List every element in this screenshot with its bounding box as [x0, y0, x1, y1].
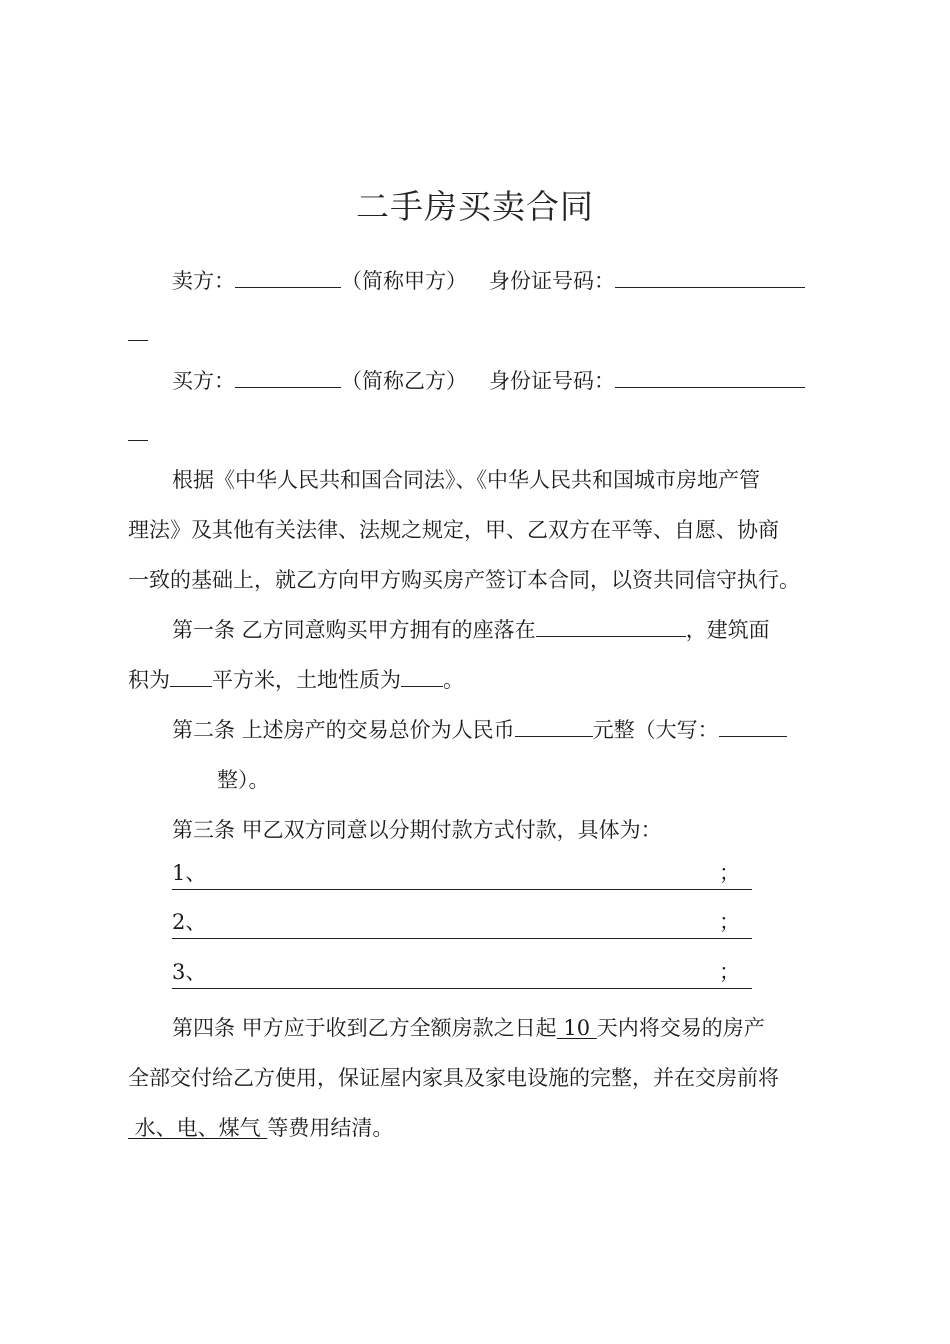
seller-line — [172, 266, 805, 296]
article-1-line-1 — [172, 615, 770, 645]
installment-number: 1、 — [172, 861, 207, 885]
installment-number: 2、 — [172, 910, 207, 934]
article-4-line-3 — [128, 1113, 393, 1143]
article-4-line-2: 全部交付给乙方使用，保证屋内家具及家电设施的完整，并在交房前将 — [128, 1066, 779, 1090]
buyer-line — [172, 366, 805, 396]
buyer-id-blank — [615, 367, 805, 388]
seller-id-blank — [615, 267, 805, 288]
preamble-line-1: 根据《中华人民共和国合同法》、《中华人民共和国城市房地产管 — [172, 468, 760, 492]
article-1-text-d: 平方米，土地性质为 — [212, 668, 401, 692]
buyer-name-blank — [235, 367, 341, 388]
article-2-text-b: 元整（大写： — [592, 718, 719, 742]
seller-abbr: （简称甲方） — [341, 269, 467, 293]
land-nature-blank — [401, 666, 443, 687]
article-1-text-c: 积为 — [128, 668, 170, 692]
installment-semicolon: ； — [719, 910, 740, 934]
article-4-text-b: 天内将交易的房产 — [596, 1016, 765, 1040]
article-4-text-a: 第四条 甲方应于收到乙方全额房款之日起 — [172, 1016, 557, 1040]
seller-id-overflow-blank — [128, 340, 148, 341]
article-2-line-1 — [172, 715, 787, 745]
article-2-text-a: 第二条 上述房产的交易总价为人民币 — [172, 718, 515, 742]
price-capital-blank — [719, 716, 787, 737]
seller-label: 卖方： — [172, 269, 235, 293]
preamble-line-3: 一致的基础上，就乙方向甲方购买房产签订本合同，以资共同信守执行。 — [128, 568, 800, 592]
article-1-text-b: ，建筑面 — [685, 618, 770, 642]
article-4-text-d: 等费用结清。 — [267, 1116, 394, 1140]
delivery-days-value: 10 — [556, 1016, 597, 1040]
article-3-line-1: 第三条 甲乙双方同意以分期付款方式付款，具体为： — [172, 818, 662, 842]
buyer-abbr: （简称乙方） — [341, 369, 467, 393]
buyer-id-label: 身份证号码： — [489, 369, 615, 393]
utilities-value: 水、电、煤气 — [128, 1116, 268, 1140]
article-2-line-2: 整）。 — [217, 768, 270, 792]
location-blank — [536, 616, 686, 637]
installment-number: 3、 — [172, 960, 207, 984]
seller-name-blank — [235, 267, 341, 288]
article-4-line-1 — [172, 1013, 765, 1043]
article-1-line-2 — [128, 665, 464, 695]
installment-semicolon: ； — [719, 960, 740, 984]
article-1-text-e: 。 — [443, 668, 464, 692]
seller-id-label: 身份证号码： — [489, 269, 615, 293]
payment-installment-2 — [172, 908, 752, 939]
article-1-text-a: 第一条 乙方同意购买甲方拥有的座落在 — [172, 618, 536, 642]
document-title: 二手房买卖合同 — [356, 187, 594, 226]
price-blank — [515, 716, 593, 737]
preamble-line-2: 理法》及其他有关法律、法规之规定，甲、乙双方在平等、自愿、协商 — [128, 518, 779, 542]
buyer-label: 买方： — [172, 369, 235, 393]
buyer-id-overflow-blank — [128, 440, 148, 441]
payment-installment-1 — [172, 859, 752, 890]
installment-semicolon: ； — [719, 861, 740, 885]
area-blank — [170, 666, 212, 687]
payment-installment-3 — [172, 958, 752, 989]
